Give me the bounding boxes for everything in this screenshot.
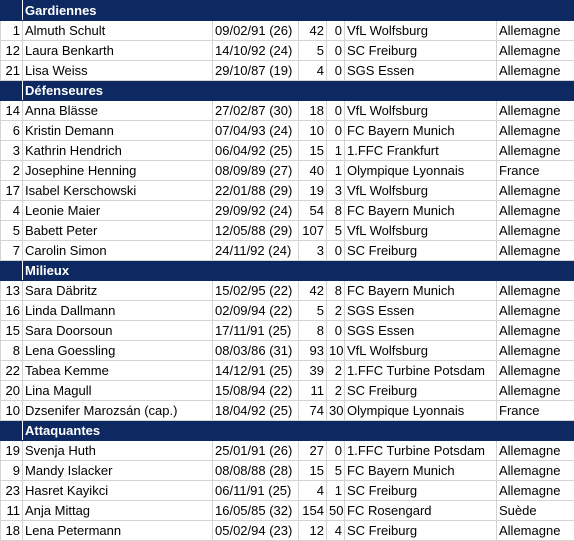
- player-name: Dzsenifer Marozsán (cap.): [23, 401, 213, 421]
- player-name: Leonie Maier: [23, 201, 213, 221]
- section-header-spacer: [1, 81, 23, 101]
- club-name: SGS Essen: [345, 61, 497, 81]
- player-name: Lena Petermann: [23, 521, 213, 541]
- caps-count: 5: [299, 41, 327, 61]
- goals-count: 0: [327, 321, 345, 341]
- table-row: [1, 321, 574, 341]
- club-country: Allemagne: [497, 181, 574, 201]
- club-country: Allemagne: [497, 521, 574, 541]
- caps-count: 10: [299, 121, 327, 141]
- section-title: Attaquantes: [23, 421, 574, 441]
- goals-count: 4: [327, 521, 345, 541]
- jersey-number: 12: [1, 41, 23, 61]
- club-name: VfL Wolfsburg: [345, 101, 497, 121]
- club-name: SGS Essen: [345, 301, 497, 321]
- birth-date: 14/10/92 (24): [213, 41, 299, 61]
- section-header: [1, 81, 574, 101]
- caps-count: 42: [299, 21, 327, 41]
- club-country: Allemagne: [497, 141, 574, 161]
- club-country: Suède: [497, 501, 574, 521]
- player-name: Carolin Simon: [23, 241, 213, 261]
- jersey-number: 18: [1, 521, 23, 541]
- club-country: Allemagne: [497, 241, 574, 261]
- jersey-number: 7: [1, 241, 23, 261]
- club-country: Allemagne: [497, 461, 574, 481]
- club-country: France: [497, 161, 574, 181]
- club-country: Allemagne: [497, 61, 574, 81]
- jersey-number: 15: [1, 321, 23, 341]
- birth-date: 15/02/95 (22): [213, 281, 299, 301]
- caps-count: 15: [299, 461, 327, 481]
- club-country: Allemagne: [497, 41, 574, 61]
- section-header-spacer: [1, 261, 23, 281]
- club-name: SC Freiburg: [345, 481, 497, 501]
- goals-count: 5: [327, 461, 345, 481]
- player-name: Tabea Kemme: [23, 361, 213, 381]
- player-name: Kathrin Hendrich: [23, 141, 213, 161]
- goals-count: 0: [327, 241, 345, 261]
- caps-count: 3: [299, 241, 327, 261]
- player-name: Hasret Kayikci: [23, 481, 213, 501]
- jersey-number: 14: [1, 101, 23, 121]
- table-row: [1, 201, 574, 221]
- birth-date: 08/03/86 (31): [213, 341, 299, 361]
- goals-count: 0: [327, 21, 345, 41]
- goals-count: 50: [327, 501, 345, 521]
- birth-date: 29/09/92 (24): [213, 201, 299, 221]
- table-row: [1, 341, 574, 361]
- birth-date: 17/11/91 (25): [213, 321, 299, 341]
- caps-count: 27: [299, 441, 327, 461]
- club-country: Allemagne: [497, 481, 574, 501]
- player-name: Sara Däbritz: [23, 281, 213, 301]
- table-row: [1, 521, 574, 541]
- player-name: Isabel Kerschowski: [23, 181, 213, 201]
- caps-count: 54: [299, 201, 327, 221]
- birth-date: 29/10/87 (19): [213, 61, 299, 81]
- goals-count: 2: [327, 381, 345, 401]
- player-name: Sara Doorsoun: [23, 321, 213, 341]
- birth-date: 15/08/94 (22): [213, 381, 299, 401]
- player-name: Lisa Weiss: [23, 61, 213, 81]
- caps-count: 15: [299, 141, 327, 161]
- club-country: Allemagne: [497, 101, 574, 121]
- table-row: [1, 481, 574, 501]
- goals-count: 0: [327, 121, 345, 141]
- table-row: [1, 441, 574, 461]
- table-row: [1, 461, 574, 481]
- birth-date: 06/04/92 (25): [213, 141, 299, 161]
- birth-date: 14/12/91 (25): [213, 361, 299, 381]
- birth-date: 07/04/93 (24): [213, 121, 299, 141]
- section-title: Milieux: [23, 261, 574, 281]
- table-row: [1, 401, 574, 421]
- club-name: SGS Essen: [345, 321, 497, 341]
- club-name: VfL Wolfsburg: [345, 221, 497, 241]
- squad-table-body: [1, 1, 574, 541]
- club-country: Allemagne: [497, 201, 574, 221]
- goals-count: 5: [327, 221, 345, 241]
- player-name: Linda Dallmann: [23, 301, 213, 321]
- club-country: Allemagne: [497, 361, 574, 381]
- club-country: Allemagne: [497, 381, 574, 401]
- caps-count: 18: [299, 101, 327, 121]
- player-name: Kristin Demann: [23, 121, 213, 141]
- caps-count: 40: [299, 161, 327, 181]
- table-row: [1, 361, 574, 381]
- birth-date: 08/09/89 (27): [213, 161, 299, 181]
- jersey-number: 13: [1, 281, 23, 301]
- section-header-spacer: [1, 421, 23, 441]
- goals-count: 8: [327, 281, 345, 301]
- birth-date: 22/01/88 (29): [213, 181, 299, 201]
- table-row: [1, 241, 574, 261]
- club-country: France: [497, 401, 574, 421]
- table-row: [1, 181, 574, 201]
- jersey-number: 3: [1, 141, 23, 161]
- club-name: VfL Wolfsburg: [345, 181, 497, 201]
- caps-count: 107: [299, 221, 327, 241]
- birth-date: 12/05/88 (29): [213, 221, 299, 241]
- player-name: Babett Peter: [23, 221, 213, 241]
- section-header: [1, 1, 574, 21]
- table-row: [1, 221, 574, 241]
- jersey-number: 11: [1, 501, 23, 521]
- club-name: Olympique Lyonnais: [345, 401, 497, 421]
- club-name: SC Freiburg: [345, 521, 497, 541]
- club-country: Allemagne: [497, 121, 574, 141]
- caps-count: 93: [299, 341, 327, 361]
- table-row: [1, 301, 574, 321]
- goals-count: 8: [327, 201, 345, 221]
- section-header-spacer: [1, 1, 23, 21]
- birth-date: 08/08/88 (28): [213, 461, 299, 481]
- club-name: SC Freiburg: [345, 381, 497, 401]
- player-name: Lina Magull: [23, 381, 213, 401]
- jersey-number: 17: [1, 181, 23, 201]
- jersey-number: 8: [1, 341, 23, 361]
- caps-count: 74: [299, 401, 327, 421]
- caps-count: 12: [299, 521, 327, 541]
- goals-count: 3: [327, 181, 345, 201]
- club-name: 1.FFC Frankfurt: [345, 141, 497, 161]
- table-row: [1, 41, 574, 61]
- caps-count: 5: [299, 301, 327, 321]
- table-row: [1, 381, 574, 401]
- goals-count: 0: [327, 441, 345, 461]
- section-header: [1, 421, 574, 441]
- jersey-number: 1: [1, 21, 23, 41]
- player-name: Almuth Schult: [23, 21, 213, 41]
- birth-date: 05/02/94 (23): [213, 521, 299, 541]
- caps-count: 42: [299, 281, 327, 301]
- birth-date: 18/04/92 (25): [213, 401, 299, 421]
- birth-date: 24/11/92 (24): [213, 241, 299, 261]
- goals-count: 0: [327, 61, 345, 81]
- table-row: [1, 501, 574, 521]
- club-country: Allemagne: [497, 281, 574, 301]
- player-name: Anna Blässe: [23, 101, 213, 121]
- caps-count: 4: [299, 61, 327, 81]
- caps-count: 39: [299, 361, 327, 381]
- jersey-number: 23: [1, 481, 23, 501]
- club-name: FC Bayern Munich: [345, 281, 497, 301]
- goals-count: 0: [327, 41, 345, 61]
- goals-count: 0: [327, 101, 345, 121]
- player-name: Lena Goessling: [23, 341, 213, 361]
- goals-count: 30: [327, 401, 345, 421]
- jersey-number: 19: [1, 441, 23, 461]
- club-country: Allemagne: [497, 221, 574, 241]
- birth-date: 06/11/91 (25): [213, 481, 299, 501]
- jersey-number: 10: [1, 401, 23, 421]
- table-row: [1, 281, 574, 301]
- jersey-number: 4: [1, 201, 23, 221]
- table-row: [1, 141, 574, 161]
- section-title: Gardiennes: [23, 1, 574, 21]
- caps-count: 154: [299, 501, 327, 521]
- goals-count: 2: [327, 301, 345, 321]
- jersey-number: 22: [1, 361, 23, 381]
- jersey-number: 6: [1, 121, 23, 141]
- goals-count: 2: [327, 361, 345, 381]
- club-name: FC Rosengard: [345, 501, 497, 521]
- club-name: SC Freiburg: [345, 41, 497, 61]
- caps-count: 4: [299, 481, 327, 501]
- jersey-number: 9: [1, 461, 23, 481]
- goals-count: 1: [327, 161, 345, 181]
- club-country: Allemagne: [497, 321, 574, 341]
- table-row: [1, 161, 574, 181]
- jersey-number: 16: [1, 301, 23, 321]
- goals-count: 1: [327, 481, 345, 501]
- birth-date: 02/09/94 (22): [213, 301, 299, 321]
- club-country: Allemagne: [497, 301, 574, 321]
- table-row: [1, 121, 574, 141]
- section-title: Défenseures: [23, 81, 574, 101]
- jersey-number: 5: [1, 221, 23, 241]
- birth-date: 27/02/87 (30): [213, 101, 299, 121]
- player-name: Laura Benkarth: [23, 41, 213, 61]
- goals-count: 1: [327, 141, 345, 161]
- club-name: 1.FFC Turbine Potsdam: [345, 361, 497, 381]
- birth-date: 16/05/85 (32): [213, 501, 299, 521]
- section-header: [1, 261, 574, 281]
- player-name: Anja Mittag: [23, 501, 213, 521]
- club-name: FC Bayern Munich: [345, 121, 497, 141]
- caps-count: 8: [299, 321, 327, 341]
- birth-date: 25/01/91 (26): [213, 441, 299, 461]
- jersey-number: 21: [1, 61, 23, 81]
- club-name: FC Bayern Munich: [345, 201, 497, 221]
- table-row: [1, 61, 574, 81]
- club-country: Allemagne: [497, 21, 574, 41]
- club-name: VfL Wolfsburg: [345, 21, 497, 41]
- club-name: FC Bayern Munich: [345, 461, 497, 481]
- player-name: Josephine Henning: [23, 161, 213, 181]
- caps-count: 19: [299, 181, 327, 201]
- player-name: Svenja Huth: [23, 441, 213, 461]
- table-row: [1, 101, 574, 121]
- club-country: Allemagne: [497, 441, 574, 461]
- club-name: 1.FFC Turbine Potsdam: [345, 441, 497, 461]
- club-name: SC Freiburg: [345, 241, 497, 261]
- player-name: Mandy Islacker: [23, 461, 213, 481]
- club-country: Allemagne: [497, 341, 574, 361]
- table-row: [1, 21, 574, 41]
- birth-date: 09/02/91 (26): [213, 21, 299, 41]
- caps-count: 11: [299, 381, 327, 401]
- club-name: VfL Wolfsburg: [345, 341, 497, 361]
- jersey-number: 2: [1, 161, 23, 181]
- goals-count: 10: [327, 341, 345, 361]
- club-name: Olympique Lyonnais: [345, 161, 497, 181]
- jersey-number: 20: [1, 381, 23, 401]
